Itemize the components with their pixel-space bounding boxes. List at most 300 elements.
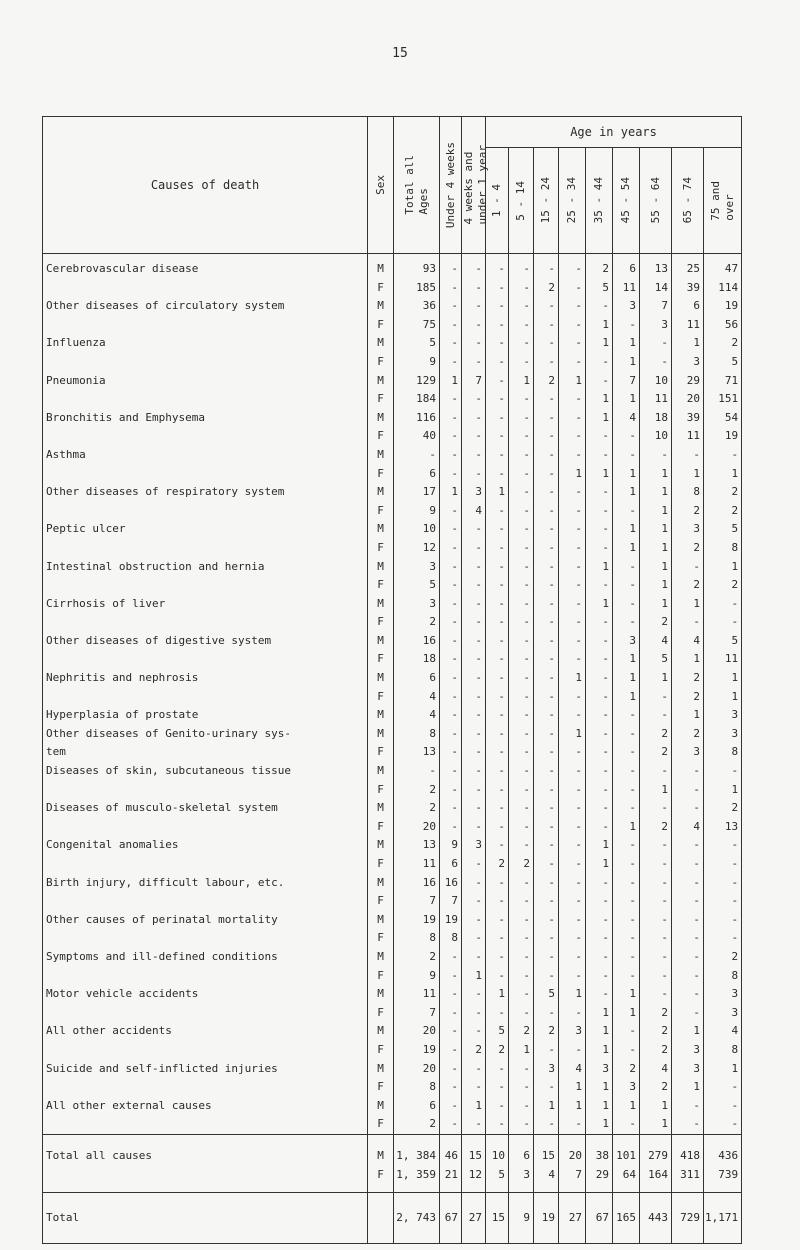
value-cell: - <box>394 762 440 781</box>
value-cell: - <box>534 1004 559 1023</box>
value-cell: - <box>534 316 559 335</box>
value-cell: 1 <box>613 483 640 502</box>
value-cell: 2 <box>462 1041 486 1060</box>
value-cell: - <box>509 818 534 837</box>
value-cell: - <box>559 818 586 837</box>
value-cell: - <box>440 353 462 372</box>
value-cell: 8 <box>394 1078 440 1097</box>
cause-label: Cerebrovascular disease <box>43 254 368 279</box>
value-cell: - <box>586 818 613 837</box>
table-body <box>43 254 742 1135</box>
value-cell: - <box>559 1041 586 1060</box>
value-cell: - <box>534 297 559 316</box>
age-in-years-header: Age in years <box>486 117 742 148</box>
value-cell: 16 <box>394 874 440 893</box>
value-cell: 1 <box>613 520 640 539</box>
sex-cell: F <box>368 967 394 986</box>
value-cell: - <box>509 334 534 353</box>
age-group-header: 5 - 14 <box>509 148 534 254</box>
value-cell: 27 <box>559 1193 586 1244</box>
table-row <box>43 558 742 577</box>
value-cell: 8 <box>704 967 742 986</box>
table-row <box>43 929 742 948</box>
value-cell: - <box>704 446 742 465</box>
value-cell: - <box>462 297 486 316</box>
value-cell: - <box>462 409 486 428</box>
sex-cell: M <box>368 762 394 781</box>
value-cell: - <box>613 1115 640 1134</box>
value-cell: - <box>462 1115 486 1134</box>
sex-cell: F <box>368 688 394 707</box>
value-cell: - <box>440 446 462 465</box>
value-cell: 14 <box>640 279 672 298</box>
value-cell: - <box>509 892 534 911</box>
value-cell: - <box>486 706 509 725</box>
value-cell: 8 <box>672 483 704 502</box>
value-cell: - <box>559 799 586 818</box>
cause-label: Other causes of perinatal mortality <box>43 911 368 930</box>
value-cell: 1, 384 <box>394 1134 440 1165</box>
sex-cell: F <box>368 576 394 595</box>
value-cell: 1 <box>559 465 586 484</box>
value-cell: - <box>486 669 509 688</box>
value-cell: - <box>486 967 509 986</box>
value-cell: - <box>613 1022 640 1041</box>
value-cell: 2 <box>672 539 704 558</box>
cause-label: Other diseases of circulatory system <box>43 297 368 316</box>
value-cell: 3 <box>704 1004 742 1023</box>
value-cell: - <box>559 743 586 762</box>
cause-label: Nephritis and nephrosis <box>43 669 368 688</box>
cause-label: Asthma <box>43 446 368 465</box>
value-cell: - <box>462 985 486 1004</box>
value-cell: - <box>486 1060 509 1079</box>
table-row <box>43 706 742 725</box>
value-cell: - <box>486 781 509 800</box>
value-cell: - <box>672 558 704 577</box>
value-cell: - <box>440 390 462 409</box>
value-cell: - <box>613 836 640 855</box>
value-cell: 1 <box>640 520 672 539</box>
value-cell: 1 <box>672 706 704 725</box>
value-cell: - <box>559 855 586 874</box>
value-cell: - <box>486 465 509 484</box>
cause-label <box>43 892 368 911</box>
value-cell: - <box>440 576 462 595</box>
value-cell: 5 <box>534 985 559 1004</box>
value-cell: - <box>486 632 509 651</box>
value-cell: - <box>509 781 534 800</box>
cause-label <box>43 1115 368 1134</box>
table-row <box>43 743 742 762</box>
sex-cell: F <box>368 279 394 298</box>
value-cell: - <box>559 706 586 725</box>
value-cell: 2 <box>704 502 742 521</box>
table-row <box>43 1060 742 1079</box>
value-cell: 1 <box>586 1097 613 1116</box>
value-cell: - <box>440 632 462 651</box>
value-cell: 1 <box>586 334 613 353</box>
value-cell: 27 <box>462 1193 486 1244</box>
value-cell: - <box>509 539 534 558</box>
sex-cell: M <box>368 1097 394 1116</box>
sex-cell: F <box>368 1041 394 1060</box>
value-cell: - <box>613 316 640 335</box>
value-cell: - <box>462 1022 486 1041</box>
value-cell: 1 <box>440 372 462 391</box>
value-cell: 101 <box>613 1134 640 1165</box>
value-cell: - <box>640 985 672 1004</box>
value-cell: - <box>586 520 613 539</box>
4-weeks-1-year-header: 4 weeks and under 1 year <box>462 117 486 254</box>
cause-label: Other diseases of Genito-urinary sys- <box>43 725 368 744</box>
value-cell: - <box>613 967 640 986</box>
sex-cell: M <box>368 372 394 391</box>
value-cell: - <box>613 762 640 781</box>
age-group-header: 55 - 64 <box>640 148 672 254</box>
table-row <box>43 353 742 372</box>
table-row <box>43 1022 742 1041</box>
value-cell: 11 <box>640 390 672 409</box>
value-cell: 1 <box>462 967 486 986</box>
value-cell: - <box>462 613 486 632</box>
value-cell: 19 <box>394 911 440 930</box>
value-cell: - <box>534 874 559 893</box>
value-cell: 19 <box>704 427 742 446</box>
value-cell: - <box>509 297 534 316</box>
sex-cell: M <box>368 483 394 502</box>
age-group-header: 1 - 4 <box>486 148 509 254</box>
value-cell: 8 <box>394 725 440 744</box>
value-cell: - <box>440 1041 462 1060</box>
value-cell: 2 <box>394 948 440 967</box>
value-cell: - <box>672 967 704 986</box>
value-cell: - <box>704 1078 742 1097</box>
value-cell: 39 <box>672 409 704 428</box>
value-cell: - <box>509 725 534 744</box>
value-cell: 13 <box>704 818 742 837</box>
value-cell: 46 <box>440 1134 462 1165</box>
sex-cell: M <box>368 334 394 353</box>
value-cell: 1 <box>704 688 742 707</box>
cause-label <box>43 390 368 409</box>
table-row <box>43 279 742 298</box>
value-cell: - <box>672 1004 704 1023</box>
value-cell: - <box>586 929 613 948</box>
table-row <box>43 595 742 614</box>
cause-label: tem <box>43 743 368 762</box>
value-cell: 1 <box>486 483 509 502</box>
value-cell: 2 <box>509 1022 534 1041</box>
table-row <box>43 539 742 558</box>
table-row <box>43 911 742 930</box>
value-cell: - <box>534 483 559 502</box>
value-cell: - <box>440 409 462 428</box>
value-cell: - <box>440 427 462 446</box>
value-cell: - <box>486 613 509 632</box>
value-cell: 5 <box>486 1166 509 1193</box>
value-cell: - <box>559 650 586 669</box>
value-cell: - <box>534 706 559 725</box>
value-cell: - <box>462 316 486 335</box>
value-cell: - <box>486 818 509 837</box>
value-cell: 64 <box>613 1166 640 1193</box>
value-cell: 2 <box>704 799 742 818</box>
sex-cell: M <box>368 254 394 279</box>
value-cell: - <box>586 539 613 558</box>
value-cell: - <box>586 632 613 651</box>
value-cell: - <box>704 929 742 948</box>
value-cell: 3 <box>586 1060 613 1079</box>
value-cell: 8 <box>704 743 742 762</box>
value-cell: - <box>640 762 672 781</box>
sex-cell: M <box>368 520 394 539</box>
value-cell: - <box>534 781 559 800</box>
value-cell: 15 <box>462 1134 486 1165</box>
value-cell: - <box>559 446 586 465</box>
value-cell: - <box>672 948 704 967</box>
value-cell: - <box>586 781 613 800</box>
value-cell: 2 <box>509 855 534 874</box>
cause-label: Other diseases of digestive system <box>43 632 368 651</box>
value-cell: 1 <box>462 1097 486 1116</box>
value-cell: 5 <box>586 279 613 298</box>
value-cell: - <box>440 650 462 669</box>
value-cell: - <box>534 632 559 651</box>
cause-label: All other external causes <box>43 1097 368 1116</box>
value-cell: - <box>509 279 534 298</box>
value-cell: 2 <box>704 576 742 595</box>
value-cell: 11 <box>613 279 640 298</box>
value-cell: 1 <box>586 1004 613 1023</box>
value-cell: - <box>613 502 640 521</box>
cause-label <box>43 613 368 632</box>
sex-cell: M <box>368 874 394 893</box>
value-cell: - <box>509 1115 534 1134</box>
cause-label: Suicide and self-inflicted injuries <box>43 1060 368 1079</box>
value-cell: - <box>534 334 559 353</box>
value-cell: - <box>462 539 486 558</box>
value-cell: 20 <box>559 1134 586 1165</box>
value-cell: - <box>640 353 672 372</box>
table-row <box>43 762 742 781</box>
value-cell: 1 <box>586 409 613 428</box>
table-row <box>43 502 742 521</box>
value-cell: - <box>462 334 486 353</box>
value-cell: - <box>486 316 509 335</box>
value-cell: 1 <box>672 1078 704 1097</box>
value-cell: 2 <box>672 502 704 521</box>
value-cell: - <box>462 390 486 409</box>
cause-label: Diseases of musculo-skeletal system <box>43 799 368 818</box>
value-cell: - <box>486 297 509 316</box>
value-cell: - <box>462 1060 486 1079</box>
value-cell: - <box>509 316 534 335</box>
value-cell: - <box>586 967 613 986</box>
value-cell: - <box>462 650 486 669</box>
value-cell: - <box>586 650 613 669</box>
value-cell: 2 <box>640 1041 672 1060</box>
value-cell: - <box>704 836 742 855</box>
table-row <box>43 576 742 595</box>
value-cell: 2 <box>640 725 672 744</box>
value-cell: - <box>462 254 486 279</box>
value-cell: 40 <box>394 427 440 446</box>
value-cell: - <box>640 967 672 986</box>
value-cell: 21 <box>440 1166 462 1193</box>
value-cell: - <box>586 948 613 967</box>
value-cell: 1 <box>672 465 704 484</box>
value-cell: - <box>672 799 704 818</box>
value-cell: - <box>462 929 486 948</box>
value-cell: 1 <box>640 483 672 502</box>
value-cell: 9 <box>394 967 440 986</box>
value-cell: 2 <box>486 1041 509 1060</box>
value-cell: - <box>486 762 509 781</box>
value-cell: 9 <box>394 353 440 372</box>
value-cell: - <box>559 892 586 911</box>
value-cell: 3 <box>672 353 704 372</box>
table-row <box>43 297 742 316</box>
page-number: 15 <box>392 46 408 61</box>
value-cell: - <box>559 576 586 595</box>
cause-label <box>43 818 368 837</box>
value-cell: 25 <box>672 254 704 279</box>
value-cell: 19 <box>704 297 742 316</box>
value-cell: 2 <box>640 818 672 837</box>
value-cell: - <box>534 892 559 911</box>
value-cell: - <box>486 725 509 744</box>
value-cell: - <box>534 502 559 521</box>
value-cell: - <box>509 520 534 539</box>
value-cell: 1 <box>586 855 613 874</box>
value-cell: 1 <box>613 650 640 669</box>
value-cell: 1 <box>672 650 704 669</box>
sex-cell: M <box>368 632 394 651</box>
value-cell: - <box>462 818 486 837</box>
value-cell: - <box>509 576 534 595</box>
value-cell: - <box>440 799 462 818</box>
value-cell: 17 <box>394 483 440 502</box>
value-cell: 1 <box>640 1115 672 1134</box>
value-cell: 6 <box>394 1097 440 1116</box>
value-cell: 1 <box>640 781 672 800</box>
value-cell: 2 <box>534 279 559 298</box>
value-cell: 1 <box>613 465 640 484</box>
value-cell: 2 <box>394 613 440 632</box>
value-cell: - <box>534 613 559 632</box>
cause-label <box>43 1041 368 1060</box>
value-cell: - <box>672 874 704 893</box>
value-cell: - <box>440 1115 462 1134</box>
cause-label: Pneumonia <box>43 372 368 391</box>
value-cell: 1 <box>509 372 534 391</box>
value-cell: - <box>534 650 559 669</box>
value-cell: 418 <box>672 1134 704 1165</box>
value-cell: - <box>672 613 704 632</box>
cause-label: Motor vehicle accidents <box>43 985 368 1004</box>
value-cell: - <box>440 1022 462 1041</box>
value-cell: - <box>462 576 486 595</box>
value-cell: 2, 743 <box>394 1193 440 1244</box>
value-cell: - <box>509 465 534 484</box>
value-cell: 9 <box>509 1193 534 1244</box>
value-cell: 3 <box>534 1060 559 1079</box>
value-cell: 6 <box>394 465 440 484</box>
sex-cell: M <box>368 446 394 465</box>
value-cell: - <box>462 706 486 725</box>
value-cell: - <box>534 762 559 781</box>
value-cell: - <box>640 855 672 874</box>
value-cell: - <box>509 1004 534 1023</box>
table-row <box>43 1097 742 1116</box>
value-cell: - <box>672 985 704 1004</box>
value-cell: - <box>440 1097 462 1116</box>
table-row <box>43 948 742 967</box>
value-cell: - <box>462 874 486 893</box>
value-cell: - <box>486 688 509 707</box>
value-cell: 5 <box>486 1022 509 1041</box>
value-cell: 1 <box>440 483 462 502</box>
value-cell: 4 <box>462 502 486 521</box>
value-cell: - <box>640 688 672 707</box>
value-cell: - <box>559 409 586 428</box>
value-cell: 1 <box>613 539 640 558</box>
value-cell: - <box>704 855 742 874</box>
value-cell: 1 <box>586 1022 613 1041</box>
value-cell: 3 <box>672 1041 704 1060</box>
value-cell: 4 <box>559 1060 586 1079</box>
value-cell: - <box>509 669 534 688</box>
sex-cell: F <box>368 390 394 409</box>
value-cell: - <box>440 1060 462 1079</box>
value-cell: 2 <box>704 483 742 502</box>
value-cell: 93 <box>394 254 440 279</box>
value-cell: 7 <box>559 1166 586 1193</box>
cause-label <box>43 1166 368 1193</box>
value-cell: - <box>462 688 486 707</box>
cause-label: Symptoms and ill-defined conditions <box>43 948 368 967</box>
cause-label <box>43 650 368 669</box>
value-cell: - <box>704 892 742 911</box>
value-cell: 13 <box>640 254 672 279</box>
value-cell: - <box>440 595 462 614</box>
value-cell: - <box>586 874 613 893</box>
value-cell: - <box>534 1078 559 1097</box>
value-cell: - <box>509 613 534 632</box>
value-cell: 5 <box>704 353 742 372</box>
table-row <box>43 372 742 391</box>
value-cell: 16 <box>394 632 440 651</box>
value-cell: 13 <box>394 836 440 855</box>
value-cell: 5 <box>394 576 440 595</box>
sex-cell: F <box>368 929 394 948</box>
cause-label <box>43 1078 368 1097</box>
cause-label: Intestinal obstruction and hernia <box>43 558 368 577</box>
value-cell: - <box>509 874 534 893</box>
value-cell: 15 <box>534 1134 559 1165</box>
value-cell: - <box>440 520 462 539</box>
total-ages-header: Total all Ages <box>394 117 440 254</box>
value-cell: - <box>534 390 559 409</box>
table-row <box>43 1041 742 1060</box>
value-cell: 2 <box>672 576 704 595</box>
sex-cell: M <box>368 669 394 688</box>
value-cell: 4 <box>672 632 704 651</box>
value-cell: - <box>486 520 509 539</box>
value-cell: 1 <box>559 669 586 688</box>
value-cell: - <box>440 985 462 1004</box>
